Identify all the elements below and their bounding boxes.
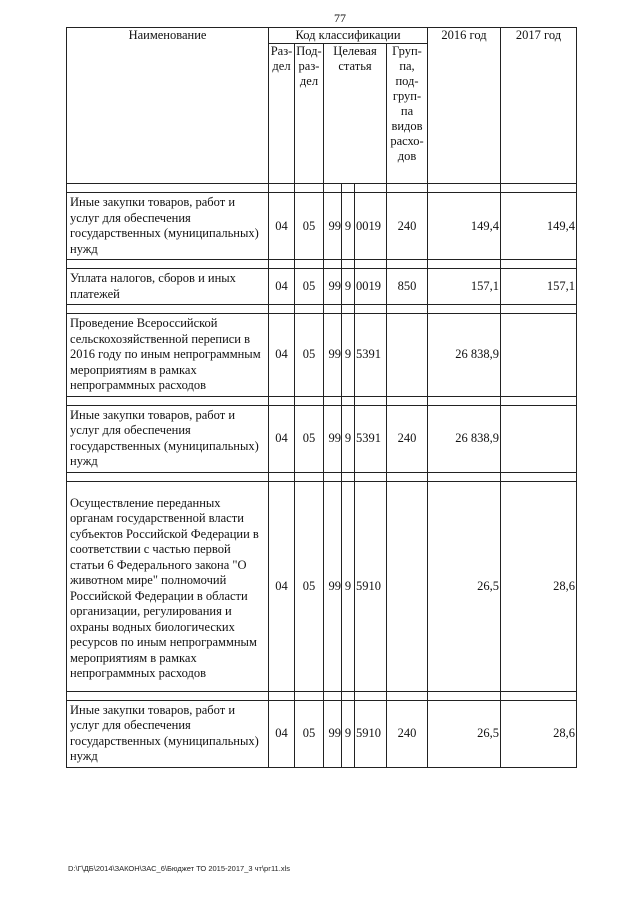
row-target-program: 99 xyxy=(324,481,342,691)
row-subsection: 05 xyxy=(295,314,324,397)
row-amount-2016: 26 838,9 xyxy=(428,405,501,472)
row-target-sub: 9 xyxy=(342,193,355,260)
row-amount-2017: 28,6 xyxy=(501,481,577,691)
row-amount-2016: 26,5 xyxy=(428,700,501,767)
row-name: Иные закупки товаров, работ и услуг для обеспечения государственных (муниципальных) нужд xyxy=(67,700,269,767)
table-row xyxy=(67,269,577,305)
row-section: 04 xyxy=(269,269,295,305)
row-section: 04 xyxy=(269,405,295,472)
row-subsection: 05 xyxy=(295,193,324,260)
row-target-code: 5910 xyxy=(355,481,387,691)
header-row-1 xyxy=(67,28,577,44)
header-target: Целевая статья xyxy=(324,44,387,184)
header-group: Груп-па, под-груп-па видов расхо-дов xyxy=(387,44,428,184)
table-row xyxy=(67,405,577,472)
row-target-code: 0019 xyxy=(355,193,387,260)
row-name: Проведение Всероссийской сельскохозяйственной переписи в 2016 году по иным непрограммным мероприятиям в рамках непрограммных расходов xyxy=(67,314,269,397)
row-name: Уплата налогов, сборов и иных платежей xyxy=(67,269,269,305)
row-target-program: 99 xyxy=(324,314,342,397)
row-amount-2017: 157,1 xyxy=(501,269,577,305)
row-section: 04 xyxy=(269,700,295,767)
row-target-code: 5391 xyxy=(355,405,387,472)
row-target-sub: 9 xyxy=(342,405,355,472)
row-subsection: 05 xyxy=(295,700,324,767)
row-subsection: 05 xyxy=(295,405,324,472)
row-amount-2017 xyxy=(501,405,577,472)
row-section: 04 xyxy=(269,481,295,691)
row-group: 240 xyxy=(387,193,428,260)
row-target-program: 99 xyxy=(324,269,342,305)
row-section: 04 xyxy=(269,193,295,260)
row-target-code: 5391 xyxy=(355,314,387,397)
row-amount-2016: 26 838,9 xyxy=(428,314,501,397)
row-amount-2016: 149,4 xyxy=(428,193,501,260)
header-year-2017: 2017 год xyxy=(501,28,577,184)
table-row xyxy=(67,700,577,767)
page-number: 77 xyxy=(334,11,346,25)
row-amount-2017: 149,4 xyxy=(501,193,577,260)
header-code: Код классификации xyxy=(269,28,428,44)
header-subsection: Под-раз-дел xyxy=(295,44,324,184)
row-name: Иные закупки товаров, работ и услуг для обеспечения государственных (муниципальных) нужд xyxy=(67,405,269,472)
row-group: 850 xyxy=(387,269,428,305)
header-section: Раз-дел xyxy=(269,44,295,184)
row-subsection: 05 xyxy=(295,481,324,691)
header-name: Наименование xyxy=(67,28,269,184)
row-amount-2016: 157,1 xyxy=(428,269,501,305)
row-amount-2016: 26,5 xyxy=(428,481,501,691)
row-group: 240 xyxy=(387,405,428,472)
row-target-sub: 9 xyxy=(342,481,355,691)
row-target-sub: 9 xyxy=(342,269,355,305)
table-row xyxy=(67,481,577,691)
row-group xyxy=(387,314,428,397)
row-section: 04 xyxy=(269,314,295,397)
budget-table xyxy=(66,27,577,768)
row-target-program: 99 xyxy=(324,405,342,472)
file-path-footer: D:\Г\ДБ\2014\ЗАКОН\ЗАС_6\Бюджет ТО 2015-2017_3 чт\рг11.xls xyxy=(68,864,290,873)
row-group: 240 xyxy=(387,700,428,767)
row-target-sub: 9 xyxy=(342,700,355,767)
row-name: Иные закупки товаров, работ и услуг для обеспечения государственных (муниципальных) нужд xyxy=(67,193,269,260)
table-row xyxy=(67,314,577,397)
row-target-sub: 9 xyxy=(342,314,355,397)
header-year-2016: 2016 год xyxy=(428,28,501,184)
row-subsection: 05 xyxy=(295,269,324,305)
row-target-code: 0019 xyxy=(355,269,387,305)
row-target-program: 99 xyxy=(324,700,342,767)
table-row xyxy=(67,193,577,260)
row-group xyxy=(387,481,428,691)
row-name: Осуществление переданных органам государственной власти субъектов Российской Федерации в соответствии с частью первой статьи 6 Федерального закона "О животном мире" полномочий Российской Федерации в области организации, регулирования и охраны водных биологических ресурсов по иным непрограммным мероприятиям в рамках непрограммных расходов xyxy=(67,481,269,691)
row-target-program: 99 xyxy=(324,193,342,260)
row-amount-2017 xyxy=(501,314,577,397)
row-amount-2017: 28,6 xyxy=(501,700,577,767)
row-target-code: 5910 xyxy=(355,700,387,767)
